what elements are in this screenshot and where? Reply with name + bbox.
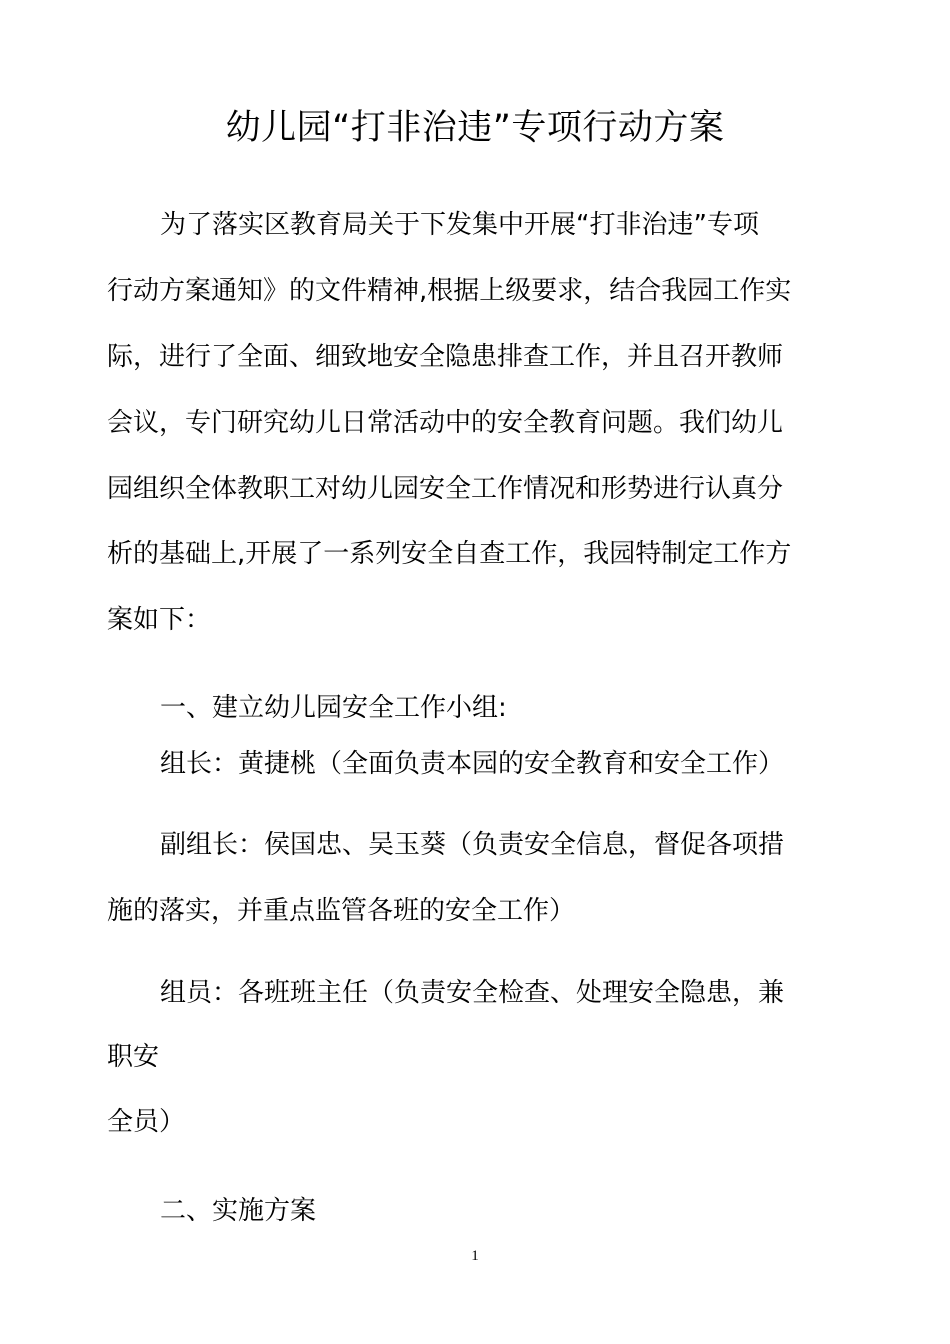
section2-heading: 二、实施方案 [160,1196,317,1226]
document-title: 幼儿园“打非治违”专项行动方案 [225,108,725,148]
deputy-leader-line-2: 施的落实，并重点监管各班的安全工作） [107,896,576,926]
intro-line-6: 析的基础上,开展了一系列安全自查工作，我园特制定工作方 [107,539,792,569]
members-line-2: 职安 [107,1042,160,1072]
intro-line-5: 园组织全体教职工对幼儿园安全工作情况和形势进行认真分 [107,474,784,504]
members-line-1: 组员：各班班主任（负责安全检查、处理安全隐患，兼 [160,978,785,1008]
intro-line-1: 为了落实区教育局关于下发集中开展“打非治违”专项 [160,210,759,240]
members-line-3: 全员） [107,1107,186,1137]
page-number: 1 [471,1248,479,1264]
intro-line-2: 行动方案通知》的文件精神,根据上级要求，结合我园工作实 [107,276,792,306]
section1-heading: 一、建立幼儿园安全工作小组: [160,693,507,723]
intro-line-7: 案如下： [107,605,212,635]
deputy-leader-line-1: 副组长：侯国忠、吴玉葵（负责安全信息，督促各项措 [160,830,785,860]
intro-line-3: 际，进行了全面、细致地安全隐患排查工作，并且召开教师 [107,342,784,372]
intro-line-4: 会议，专门研究幼儿日常活动中的安全教育问题。我们幼儿 [107,408,784,438]
team-leader-line: 组长：黄捷桃（全面负责本园的安全教育和安全工作） [160,749,785,779]
